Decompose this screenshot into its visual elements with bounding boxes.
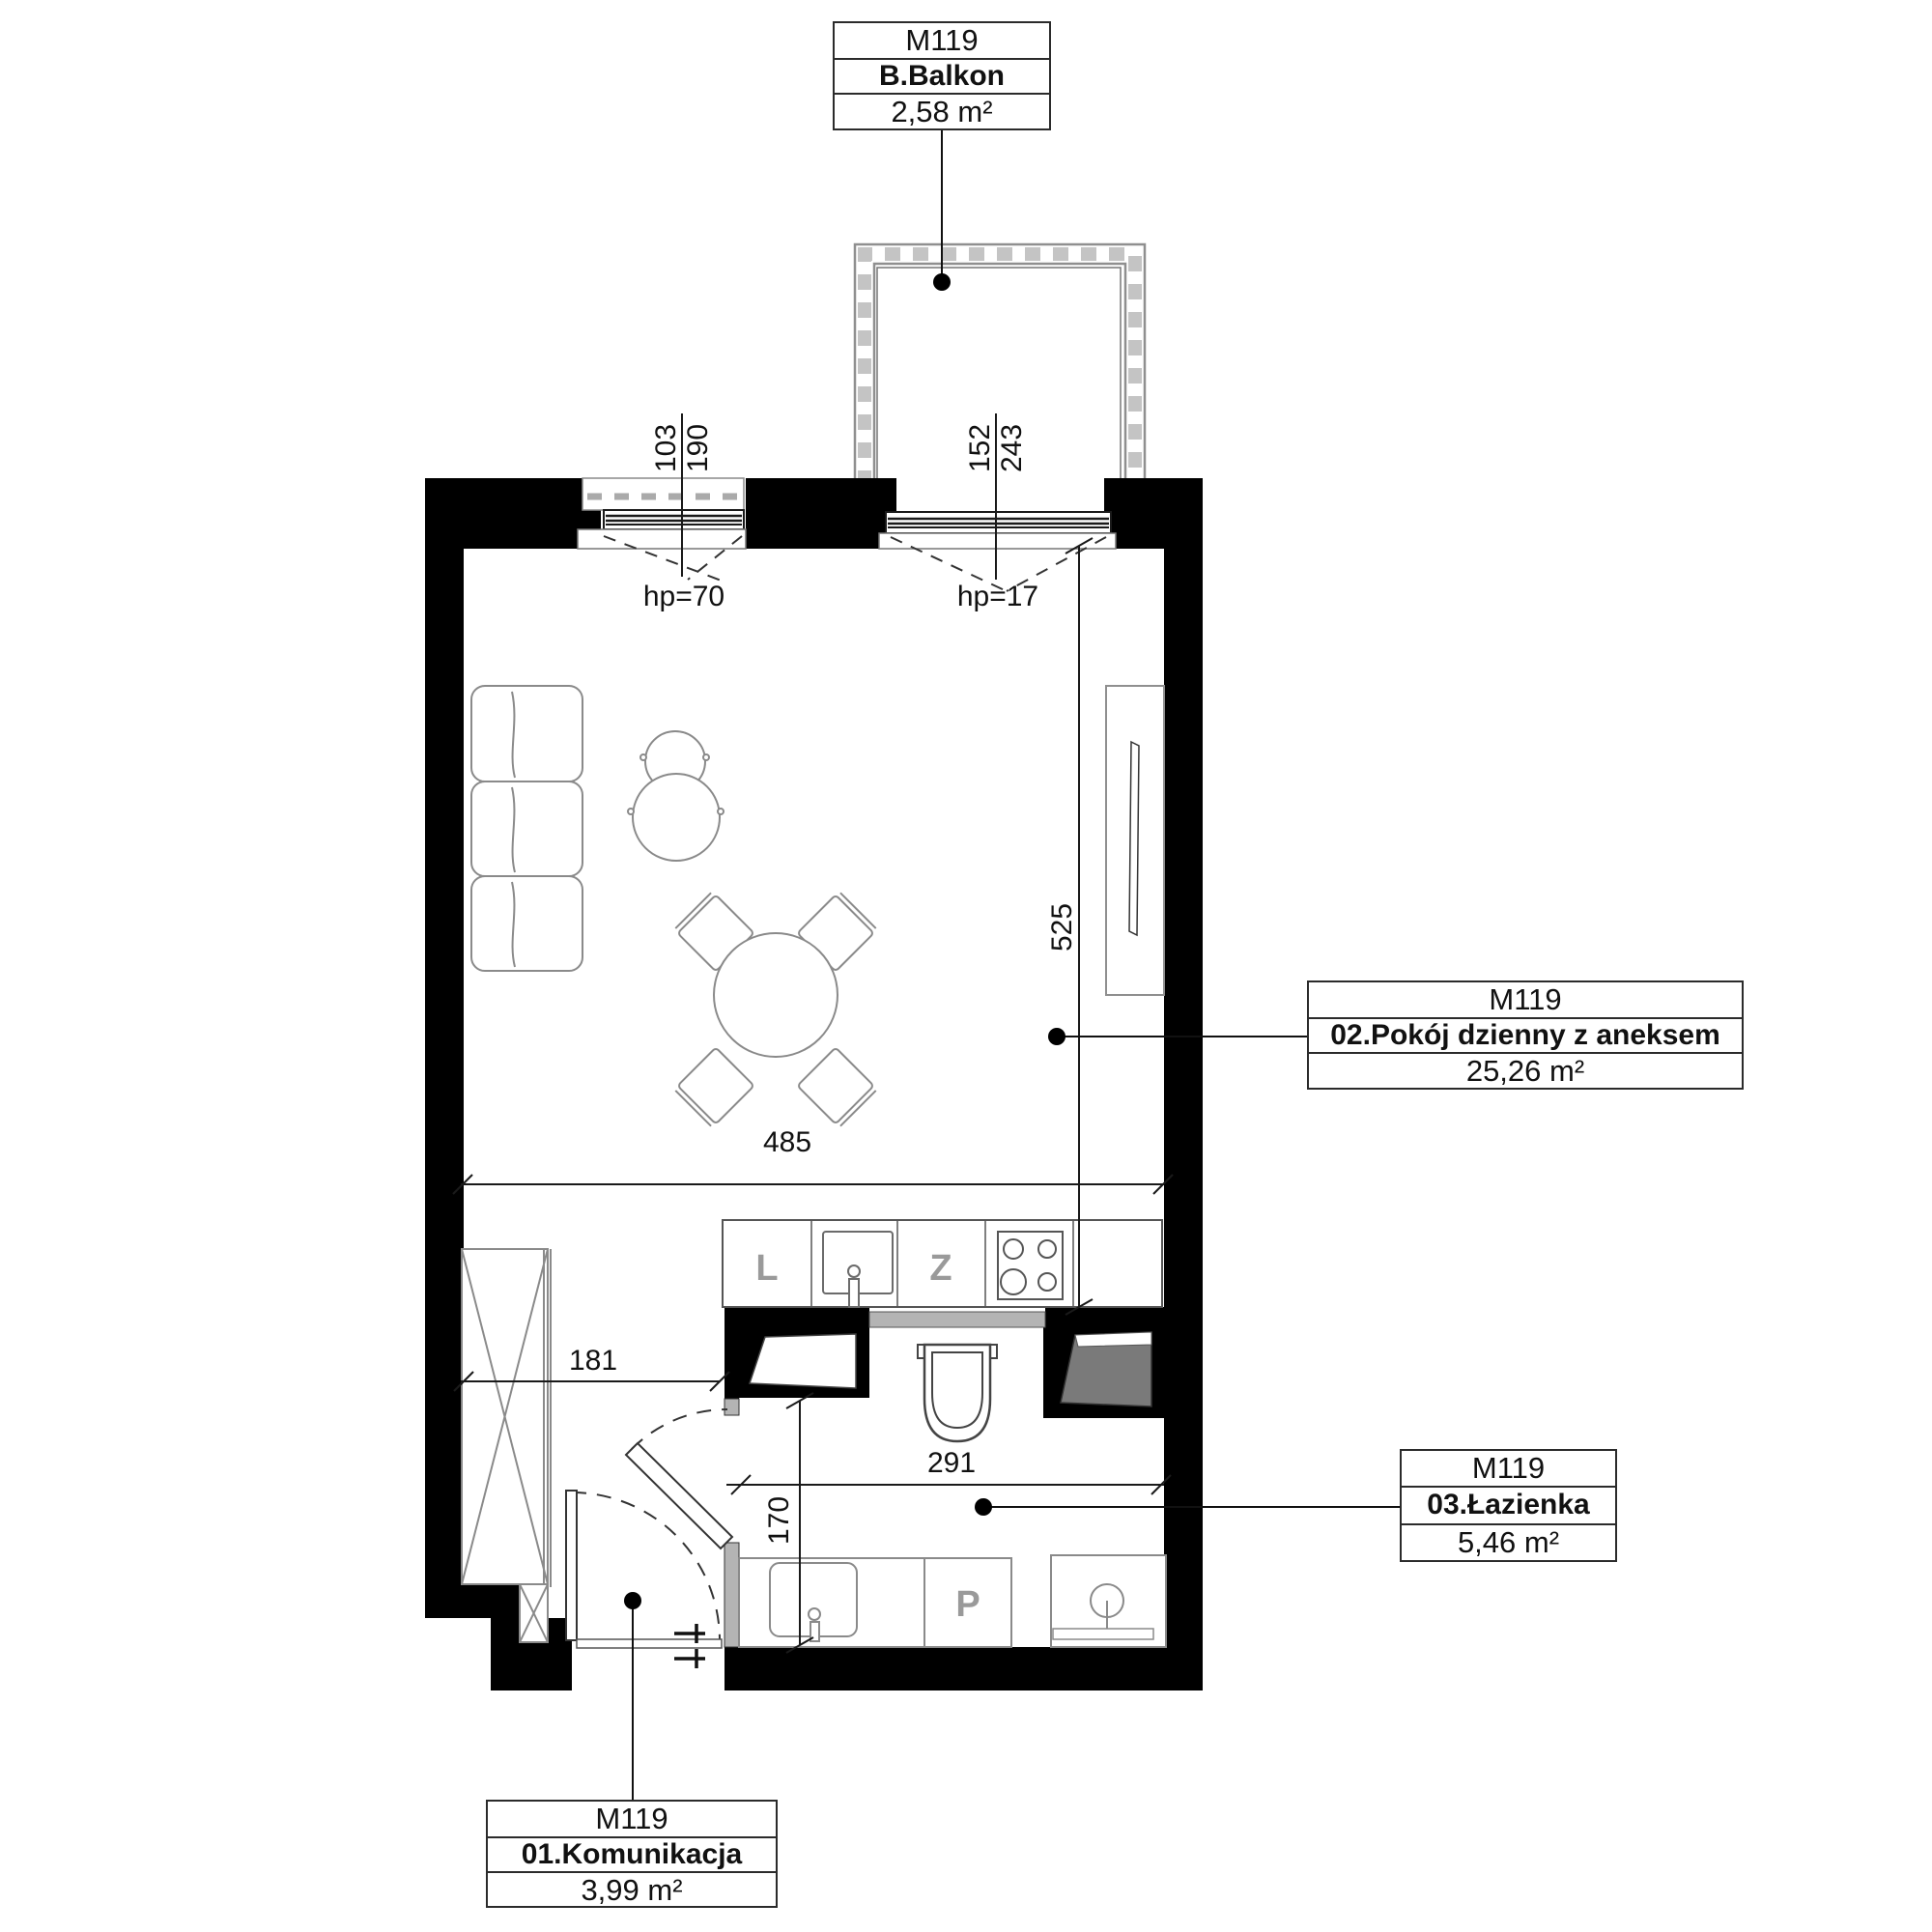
bathroom-door — [626, 1409, 732, 1548]
dim-window-sill: hp=70 — [642, 581, 725, 612]
entry-door-leaf — [566, 1491, 577, 1640]
washing-machine-label: P — [955, 1584, 980, 1625]
toilet-cistern — [869, 1312, 1045, 1327]
dim-living-width — [453, 1126, 1173, 1194]
pokoj-room-name: 02.Pokój dzienny z aneksem — [1309, 1017, 1742, 1054]
pokoj-unit: M119 — [1489, 982, 1562, 1016]
dim-hall-width-value: 181 — [568, 1345, 618, 1377]
fridge-label: L — [755, 1248, 779, 1289]
dim-bath-width — [726, 1447, 1171, 1494]
balkon-area: 2,58 m² — [891, 95, 993, 128]
dim-balcony-door-opening: 243 — [996, 423, 1028, 473]
komunikacja-room-name: 01.Komunikacja — [488, 1836, 776, 1873]
shaft-left — [739, 1325, 869, 1398]
kitchen-counter — [723, 1220, 1162, 1307]
wardrobe-icon — [462, 1249, 551, 1642]
leader-dot-pokoj — [1048, 1028, 1065, 1045]
sofa-icon — [471, 686, 582, 971]
label-box-lazienka — [1400, 1449, 1617, 1562]
dim-living-width-value: 485 — [762, 1126, 812, 1158]
balcony-door — [879, 512, 1116, 591]
label-box-komunikacja — [486, 1800, 778, 1908]
washing-machine-icon — [924, 1558, 1011, 1647]
bathroom-door-leaf — [626, 1443, 732, 1548]
komunikacja-area: 3,99 m² — [581, 1873, 683, 1907]
lazienka-room-name: 03.Łazienka — [1402, 1486, 1615, 1524]
leader-dot-komunikacja — [624, 1592, 641, 1609]
komunikacja-unit: M119 — [595, 1802, 668, 1835]
leader-dot-lazienka — [975, 1498, 992, 1516]
toilet-icon — [918, 1345, 997, 1441]
dim-window-opening: 190 — [682, 423, 714, 473]
shaft-right — [1043, 1325, 1164, 1418]
lazienka-unit: M119 — [1471, 1451, 1546, 1486]
dim-balcony-door-width: 152 — [964, 423, 996, 473]
balcony — [855, 244, 1145, 517]
balkon-unit: M119 — [905, 23, 979, 57]
dim-living-depth — [1046, 538, 1093, 1315]
dim-bath-width-value: 291 — [926, 1447, 977, 1479]
dining-table-icon — [714, 933, 838, 1057]
dim-balcony-door-sill: hp=17 — [956, 581, 1039, 612]
radiator-icon — [1106, 686, 1164, 995]
label-box-balkon — [833, 21, 1051, 130]
bathroom-door-swing — [632, 1409, 727, 1449]
bath-door-jamb-top — [724, 1399, 739, 1415]
dining-set-icon — [674, 892, 877, 1127]
balkon-room-name: B.Balkon — [835, 58, 1049, 95]
dishwasher-label: Z — [929, 1248, 952, 1289]
lazienka-area: 5,46 m² — [1457, 1524, 1560, 1559]
label-box-pokoj — [1307, 980, 1744, 1090]
balcony-floor — [877, 268, 1121, 513]
dim-bath-depth-value: 170 — [763, 1495, 795, 1546]
armchair-icon — [628, 731, 724, 861]
shower-icon — [1051, 1555, 1166, 1647]
dim-living-depth-value: 525 — [1046, 902, 1078, 952]
bath-door-jamb-bottom — [724, 1543, 739, 1647]
pokoj-area: 25,26 m² — [1465, 1054, 1585, 1088]
dim-window-width: 103 — [650, 423, 682, 473]
leader-dot-balkon — [933, 273, 951, 291]
washbasin-icon — [739, 1558, 924, 1647]
entry-door-threshold — [577, 1639, 722, 1648]
window — [578, 478, 746, 582]
